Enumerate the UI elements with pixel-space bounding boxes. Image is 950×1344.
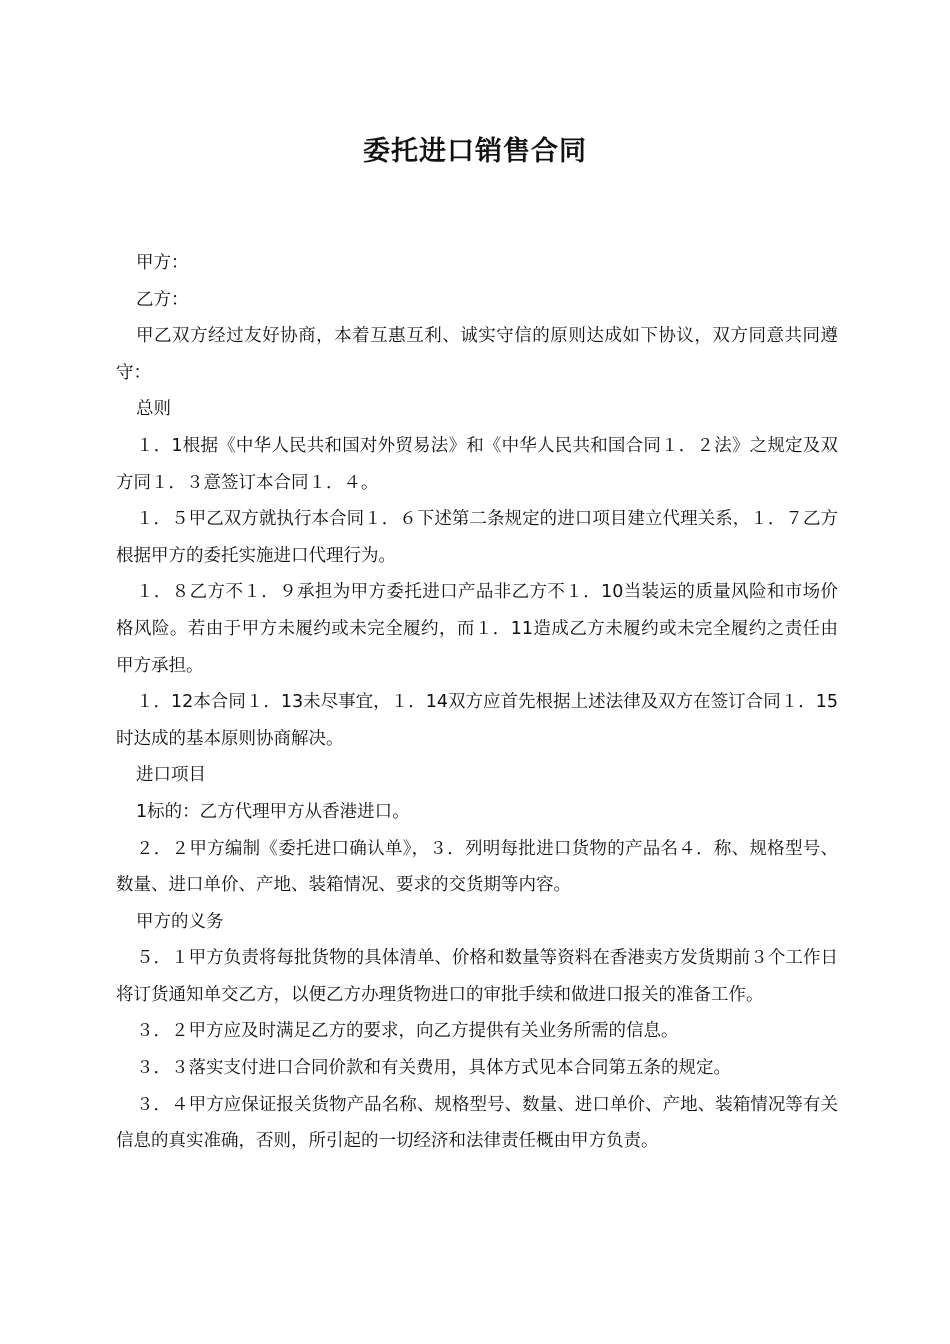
section-heading-general: 总则 (136, 399, 171, 420)
preamble-paragraph: 甲乙双方经过友好协商，本着互惠互利、诚实守信的原则达成如下协议，双方同意共同遵守： (116, 326, 838, 383)
section-heading-import-items: 进口项目 (136, 765, 206, 786)
document-body (116, 245, 838, 1160)
clause-paragraph: １．８乙方不１．９承担为甲方委托进口产品非乙方不１．10当装运的质量风险和市场价格风险。若由于甲方未履约或未完全履约，而１．11造成乙方未履约或未完全履约之责任由甲方承担。 (116, 582, 838, 676)
party-a-line: 甲方： (136, 253, 189, 273)
clause-paragraph: １．1根据《中华人民共和国对外贸易法》和《中华人民共和国合同１．２法》之规定及双方同１．３意签订本合同１．４。 (116, 435, 838, 493)
section-heading-party-a-obligations: 甲方的义务 (136, 911, 224, 932)
clause-paragraph: ２．２甲方编制《委托进口确认单》，３．列明每批进口货物的产品名４．称、规格型号、数量、进口单价、产地、装箱情况、要求的交货期等内容。 (116, 838, 838, 896)
clause-paragraph: 1标的：乙方代理甲方从香港进口。 (136, 801, 410, 822)
clause-paragraph: ３．３落实支付进口合同价款和有关费用，具体方式见本合同第五条的规定。 (136, 1058, 731, 1079)
clause-paragraph: １．５甲乙双方就执行本合同１．６下述第二条规定的进口项目建立代理关系，１．７乙方根据甲方的委托实施进口代理行为。 (116, 509, 838, 566)
clause-paragraph: １．12本合同１．13未尽事宜，１．14双方应首先根据上述法律及双方在签订合同１．15时达成的基本原则协商解决。 (116, 692, 838, 749)
party-b-line: 乙方： (136, 289, 189, 310)
clause-paragraph: ３．２甲方应及时满足乙方的要求，向乙方提供有关业务所需的信息。 (136, 1021, 679, 1042)
clause-paragraph: ３．４甲方应保证报关货物产品名称、规格型号、数量、进口单价、产地、装箱情况等有关信息的真实准确，否则，所引起的一切经济和法律责任概由甲方负责。 (116, 1094, 838, 1152)
clause-paragraph: ５．１甲方负责将每批货物的具体清单、价格和数量等资料在香港卖方发货期前３个工作日将订货通知单交乙方，以便乙方办理货物进口的审批手续和做进口报关的准备工作。 (116, 948, 838, 1005)
document-title: 委托进口销售合同 (363, 136, 587, 167)
